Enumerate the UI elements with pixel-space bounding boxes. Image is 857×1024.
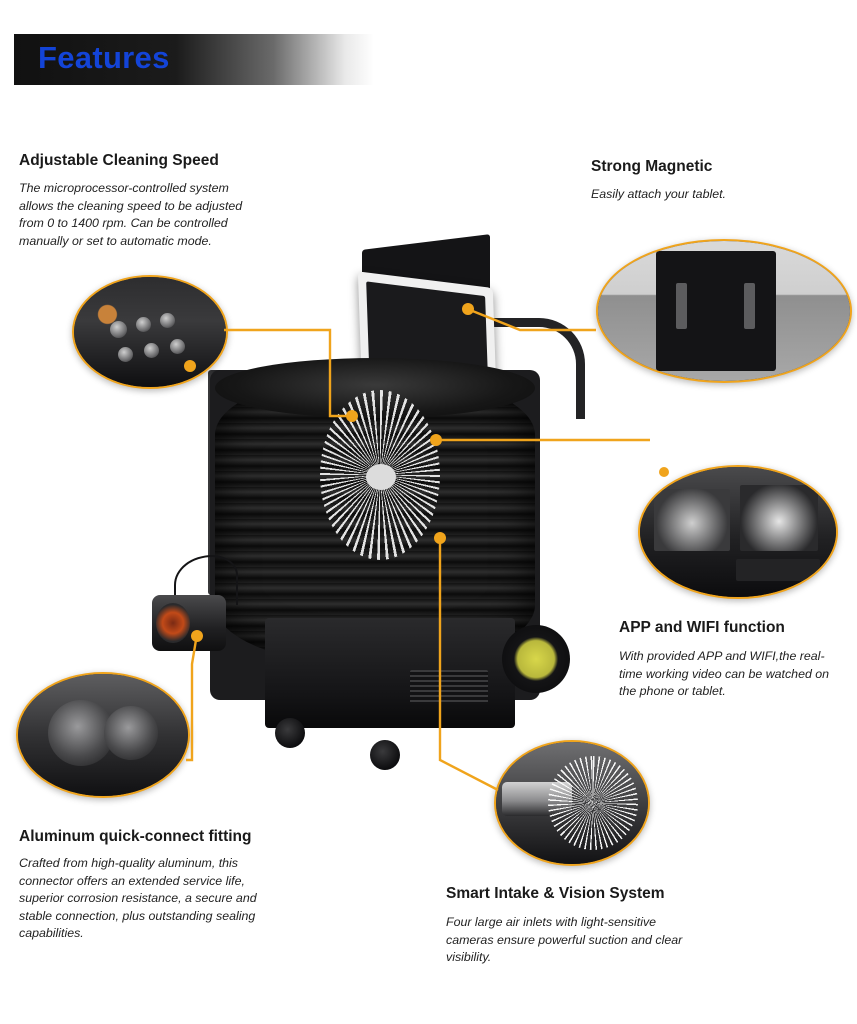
control-knob: [136, 317, 151, 332]
page-title: Features: [38, 40, 170, 75]
control-knob: [144, 343, 159, 358]
intake-brush-camera-photo: [496, 742, 648, 864]
fitting-ring: [104, 706, 158, 760]
magnet-strip: [676, 283, 687, 329]
control-strip: [736, 559, 820, 581]
feature-title-app-and-wifi-function: APP and WIFI function: [619, 619, 785, 636]
callout-photo-app-wifi: [638, 465, 838, 599]
callout-photo-magnetic-mount: [596, 239, 852, 383]
fitting-face: [156, 603, 190, 643]
control-knob: [170, 339, 185, 354]
feature-title-smart-intake-vision-system: Smart Intake & Vision System: [446, 885, 665, 902]
caster-wheel: [275, 718, 305, 748]
chassis-vent: [410, 670, 488, 704]
magnet-strip: [744, 283, 755, 329]
duct-cleaning-machine-photo: [170, 240, 640, 780]
drive-wheel: [502, 625, 570, 693]
control-knob: [110, 321, 127, 338]
feature-description-app-and-wifi-function: With provided APP and WIFI,the real-time working video can be watched on the phone or tablet.: [619, 649, 830, 699]
callout-photo-intake-vision: [494, 740, 650, 866]
feature-title-adjustable-cleaning-speed: Adjustable Cleaning Speed: [19, 152, 219, 169]
camera-view-left: [654, 489, 730, 551]
camera-view-right: [740, 485, 818, 551]
brush-head: [320, 390, 440, 560]
feature-description-strong-magnetic: Easily attach your tablet.: [591, 187, 726, 201]
feature-title-strong-magnetic: Strong Magnetic: [591, 158, 713, 175]
quick-connect-fitting: [152, 595, 226, 651]
control-panel-knobs-photo: [74, 277, 226, 387]
control-knob: [118, 347, 133, 362]
aluminum-quick-connect-photo: [18, 674, 188, 796]
callout-photo-control-panel: [72, 275, 228, 389]
brush-hub: [366, 464, 396, 490]
feature-description-adjustable-cleaning-speed: The microprocessor-controlled system allows the cleaning speed to be adjusted from 0 to 1400 rpm. Can be controlled manually or set to automatic mode.: [19, 181, 243, 248]
magnet-plate: [656, 251, 776, 371]
app-wifi-screen-photo: [640, 467, 836, 597]
feature-title-aluminum-quick-connect-fitting: Aluminum quick-connect fitting: [19, 828, 252, 845]
callout-photo-quick-connect: [16, 672, 190, 798]
magnetic-tablet-mount-photo: [598, 241, 850, 381]
feature-description-aluminum-quick-connect-fitting: Crafted from high-quality aluminum, this connector offers an extended service life, superior corrosion resistance, a secure and stable connection, plus outstanding sealing capabilities.: [19, 856, 257, 941]
intake-brush-bristles: [548, 756, 638, 850]
caster-wheel: [370, 740, 400, 770]
control-knob: [160, 313, 175, 328]
feature-description-smart-intake-vision-system: Four large air inlets with light-sensitive cameras ensure powerful suction and clear visibility.: [446, 915, 683, 965]
